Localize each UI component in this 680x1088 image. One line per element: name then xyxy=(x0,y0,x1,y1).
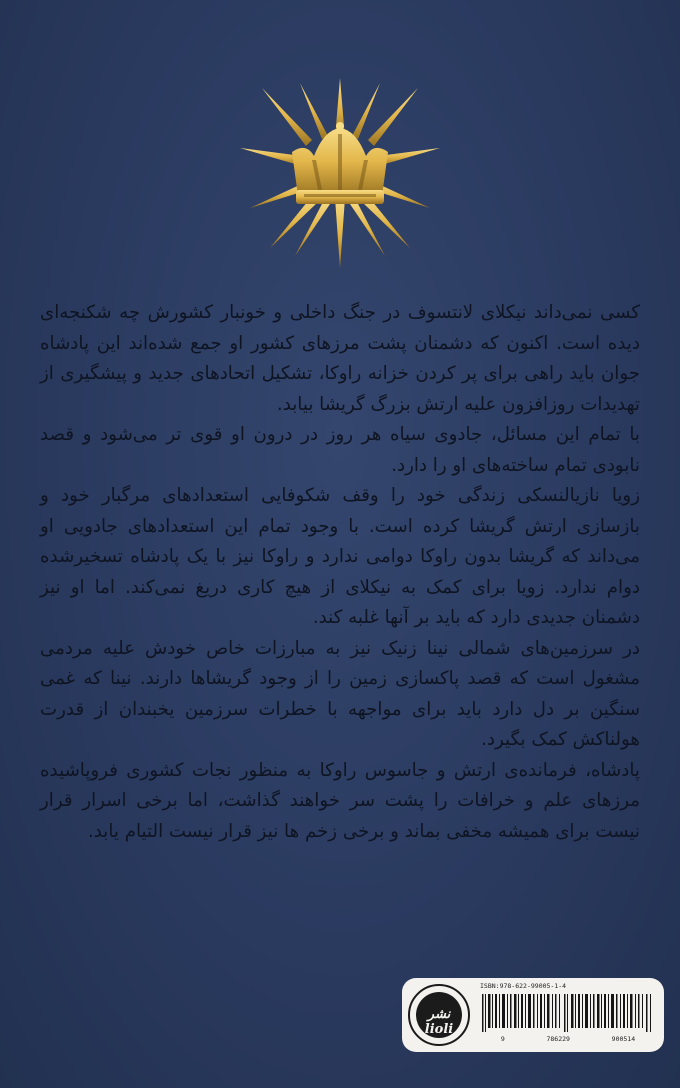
isbn-text: ISBN:978-622-99005-1-4 xyxy=(480,982,567,990)
back-cover-blurb xyxy=(40,298,640,847)
blurb-paragraph: با تمام این مسائل، جادوی سیاه هر روز در درون او قوی تر می‌شود و قصد نابودی تمام ساخته‌های او را دارد. xyxy=(40,424,640,476)
publisher-logo-text: نشر lioli xyxy=(424,1007,454,1037)
barcode-panel xyxy=(402,978,664,1052)
barcode-digits xyxy=(480,1035,656,1043)
barcode-icon xyxy=(480,994,656,1032)
blurb-paragraph: کسی نمی‌داند نیکلای لانتسوف در جنگ داخلی و خونبار کشورش چه شکنجه‌ای دیده است. اکنون که دشمنان پشت مرزهای کشور او جمع شده‌اند این پادشاه جوان باید راهی برای پر کردن خزانه راوکا، تشکیل اتحادهای جدید و پیشگیری از تهدیدات روزافزون علیه ارتش بزرگ گریشا بیابد. xyxy=(40,302,640,415)
blurb-paragraph: پادشاه، فرمانده‌ی ارتش و جاسوس راوکا به منظور نجات کشوری فروپاشیده مرزهای علم و خرافات را پشت سر خواهند گذاشت، اما برخی اسرار قرار نیست برای همیشه مخفی بماند و برخی زخم ها نیز قرار نیست التیام یابد. xyxy=(40,759,640,842)
barcode-digit-group: 900514 xyxy=(611,1035,636,1043)
barcode-digit-group: 9 xyxy=(500,1035,505,1043)
blurb-paragraph: زویا نازیالنسکی زندگی خود را وقف شکوفایی استعدادهای مرگبار خود و بازسازی ارتش گریشا کرده است. با وجود تمام این استعدادهای جادویی او می‌داند که گریشا بدون راوکا دوامی ندارد و راوکا نیز با یک پادشاه تسخیرشده دوام ندارد. زویا برای کمک به نیکلای از هیچ کاری دریغ نمی‌کند. اما او نیز دشمنان جدیدی دارد که باید بر آنها غلبه کند. xyxy=(40,485,640,628)
blurb-paragraph: در سرزمین‌های شمالی نینا زنیک نیز به مبارزات خاص خودش علیه مردمی مشغول است که قصد پاکسازی زمین را از وجود گریشاها دارند. نینا که غمی سنگین بر دل دارد باید برای مواجهه با خطرات سرزمین یخبندان از قدرت هولناکش کمک بگیرد. xyxy=(40,637,640,750)
barcode-digit-group: 786229 xyxy=(546,1035,570,1043)
publisher-logo xyxy=(408,984,470,1046)
crown-sunburst-icon xyxy=(240,78,440,268)
